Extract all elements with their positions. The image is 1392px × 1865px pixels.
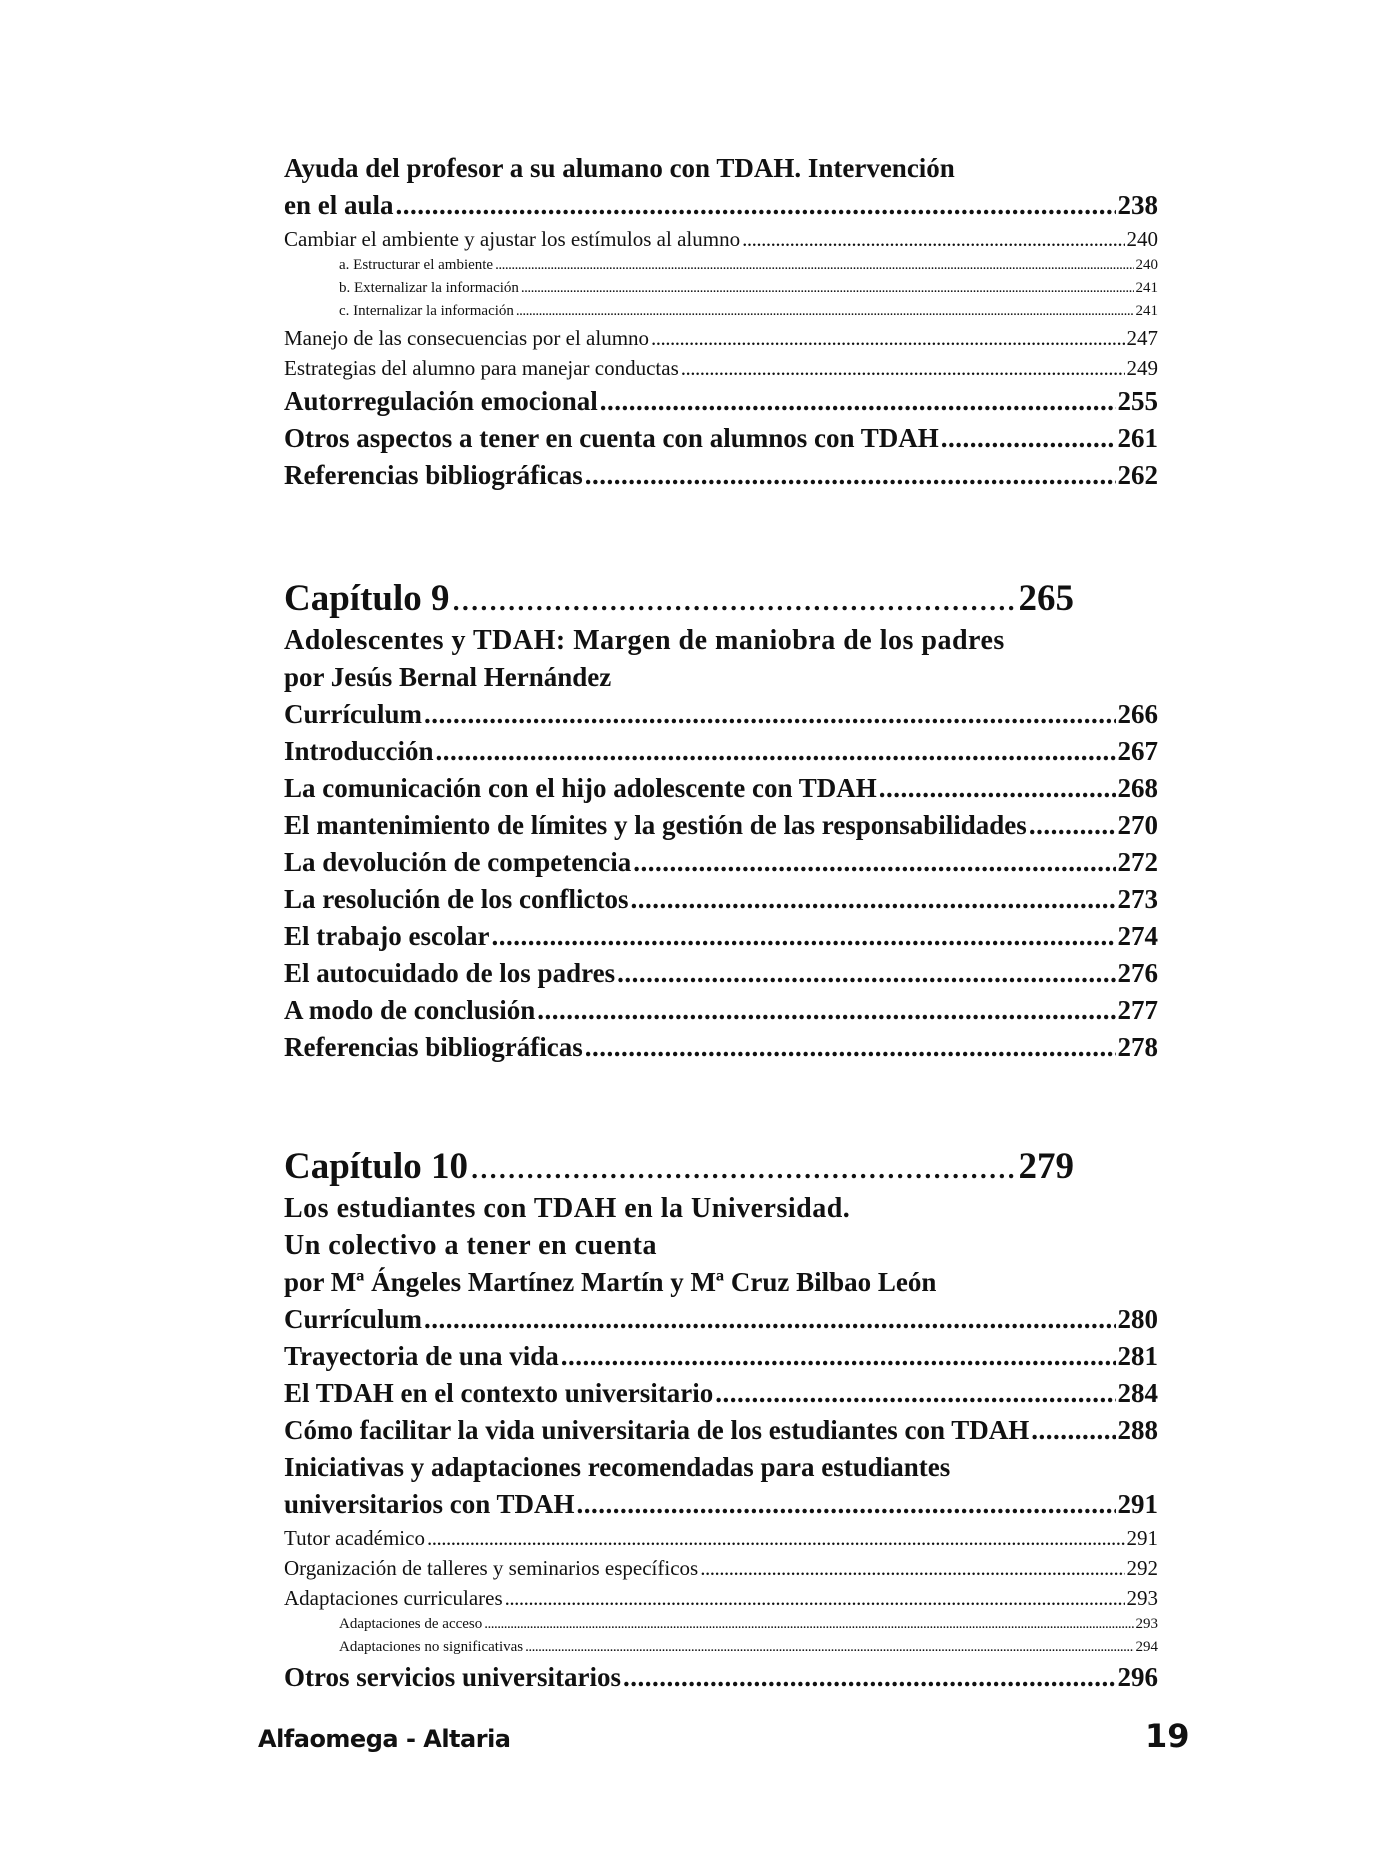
dot-leader (681, 353, 1125, 383)
toc-entry[interactable] (284, 457, 1158, 494)
toc-page-number: 276 (1117, 958, 1158, 988)
toc-page-number: 293 (1126, 1586, 1158, 1610)
toc-page-number: 270 (1117, 810, 1158, 840)
toc-entry[interactable] (284, 733, 1158, 770)
chapter10-minor-entries (284, 1523, 1158, 1613)
toc-entry[interactable] (284, 1553, 1158, 1583)
toc-page-number: 280 (1117, 1304, 1158, 1334)
toc-page-number: 288 (1117, 1415, 1158, 1445)
toc-entry[interactable] (284, 807, 1158, 844)
toc-page-number: 266 (1117, 699, 1158, 729)
toc-entry[interactable] (284, 187, 1158, 224)
toc-entry[interactable] (284, 918, 1158, 955)
toc-page-number: 293 (1135, 1616, 1158, 1632)
toc-entry-title: Referencias bibliográficas (284, 1032, 583, 1062)
toc-entry[interactable] (284, 770, 1158, 807)
toc-entry[interactable] (284, 1486, 1158, 1523)
toc-entry[interactable] (284, 1659, 1158, 1696)
dot-leader (424, 1301, 1116, 1338)
toc-entry[interactable] (284, 1583, 1158, 1613)
toc-entry-title: El mantenimiento de límites y la gestión de las responsabilidades (284, 810, 1027, 840)
toc-entry-title: El autocuidado de los padres (284, 958, 616, 988)
toc-entry-title: Adaptaciones curriculares (284, 1586, 503, 1610)
toc-entry-line: Ayuda del profesor a su alumano con TDAH. Intervención (284, 153, 955, 183)
toc-page-number: 262 (1117, 460, 1158, 490)
page-number: 19 (1145, 1717, 1190, 1755)
dot-leader (452, 576, 1017, 622)
toc-entry-title: El trabajo escolar (284, 921, 490, 951)
toc-subentry[interactable] (284, 1613, 1158, 1636)
dot-leader (1031, 1412, 1115, 1449)
toc-entry-title: Manejo de las consecuencias por el alumno (284, 326, 650, 350)
toc-entry-title: Estrategias del alumno para manejar conductas (284, 356, 679, 380)
toc-subentry[interactable] (284, 1636, 1158, 1659)
toc-entry[interactable] (284, 1523, 1158, 1553)
chapter-heading[interactable] (284, 576, 1074, 622)
toc-page-number: 296 (1117, 1662, 1158, 1692)
publisher-footer: Alfaomega - Altaria (258, 1725, 511, 1753)
toc-page-number: 240 (1126, 227, 1158, 251)
toc-page-number: 240 (1135, 257, 1158, 273)
toc-entry-title: a. Estructurar el ambiente (339, 257, 494, 273)
toc-entry-line: Iniciativas y adaptaciones recomendadas para estudiantes (284, 1452, 951, 1482)
toc-entry-title: Currículum (284, 1304, 422, 1334)
toc-entry-title: La comunicación con el hijo adolescente con TDAH (284, 773, 877, 803)
dot-leader (561, 1338, 1116, 1375)
toc-entry-title: La devolución de competencia (284, 847, 632, 877)
toc-entry[interactable] (284, 1301, 1158, 1338)
toc-entry-title: Adaptaciones de acceso (339, 1616, 483, 1632)
toc-entry-title: Tutor académico (284, 1526, 425, 1550)
table-of-contents (284, 150, 1158, 1696)
toc-subentry[interactable] (284, 277, 1158, 300)
dot-leader (491, 918, 1115, 955)
chapter-title: Capítulo 9 (284, 578, 450, 619)
toc-page-number: 272 (1117, 847, 1158, 877)
toc-entry-title: Referencias bibliográficas (284, 460, 583, 490)
toc-entry[interactable] (284, 224, 1158, 254)
dot-leader (521, 277, 1134, 300)
toc-entry-title: Trayectoria de una vida (284, 1341, 559, 1371)
toc-page-number: 294 (1135, 1639, 1158, 1655)
toc-entry-title: c. Internalizar la información (339, 303, 514, 319)
dot-leader (623, 1659, 1116, 1696)
chapter-author: por Mª Ángeles Martínez Martín y Mª Cruz Bilbao León (284, 1267, 937, 1297)
toc-entry-title: La resolución de los conflictos (284, 884, 629, 914)
dot-leader (941, 420, 1116, 457)
toc-entry-title: Otros aspectos a tener en cuenta con alumnos con TDAH (284, 423, 939, 453)
toc-entry[interactable] (284, 383, 1158, 420)
dot-leader (600, 383, 1116, 420)
dot-leader (424, 696, 1116, 733)
chapter9-entries (284, 696, 1158, 1066)
toc-page-number: 291 (1126, 1526, 1158, 1550)
toc-entry-title: El TDAH en el contexto universitario (284, 1378, 714, 1408)
dot-leader (585, 1029, 1116, 1066)
dot-leader (631, 881, 1116, 918)
toc-entry-title: b. Externalizar la información (339, 280, 519, 296)
toc-page-number: 292 (1126, 1556, 1158, 1580)
toc-entry-title: universitarios con TDAH (284, 1489, 575, 1519)
toc-entry-title: Cómo facilitar la vida universitaria de los estudiantes con TDAH (284, 1415, 1030, 1445)
toc-entry-title: Introducción (284, 736, 434, 766)
toc-entry[interactable] (284, 881, 1158, 918)
toc-entry[interactable] (284, 844, 1158, 881)
toc-page-number: 281 (1117, 1341, 1158, 1371)
toc-page-number: 241 (1135, 280, 1158, 296)
chapter-title: Capítulo 10 (284, 1146, 469, 1187)
toc-page-number: 255 (1117, 386, 1158, 416)
chapter-subtitle: Los estudiantes con TDAH en la Universidad. (284, 1193, 851, 1224)
dot-leader (633, 844, 1115, 881)
toc-page-number: 261 (1117, 423, 1158, 453)
chapter10-entries (284, 1301, 1158, 1449)
chapter-heading[interactable] (284, 1144, 1074, 1190)
dot-leader (495, 254, 1133, 277)
dot-leader (525, 1636, 1133, 1659)
toc-entry[interactable] (284, 323, 1158, 353)
toc-entry[interactable] (284, 1412, 1158, 1449)
dot-leader (516, 300, 1134, 323)
toc-page-number: 277 (1117, 995, 1158, 1025)
toc-entry-title: Otros servicios universitarios (284, 1662, 621, 1692)
chapter-author: por Jesús Bernal Hernández (284, 662, 612, 692)
toc-entry[interactable] (284, 353, 1158, 383)
toc-entry[interactable] (284, 1375, 1158, 1412)
toc-entry[interactable] (284, 955, 1158, 992)
dot-leader (396, 187, 1116, 224)
toc-subentry[interactable] (284, 254, 1158, 277)
toc-entry-title: Currículum (284, 699, 422, 729)
toc-entry[interactable] (284, 1338, 1158, 1375)
dot-leader (505, 1583, 1125, 1613)
toc-page-number: 238 (1117, 190, 1158, 220)
toc-page-number: 291 (1117, 1489, 1158, 1519)
dot-leader (427, 1523, 1125, 1553)
toc-page-number: 273 (1117, 884, 1158, 914)
dot-leader (436, 733, 1116, 770)
toc-page-number: 247 (1126, 326, 1158, 350)
toc-entry[interactable] (284, 992, 1158, 1029)
toc-page-number: 241 (1135, 303, 1158, 319)
toc-entry-title: en el aula (284, 190, 394, 220)
chapter-subtitle: Adolescentes y TDAH: Margen de maniobra de los padres (284, 625, 1005, 656)
chapter10-subentries (284, 1613, 1158, 1659)
toc-page-number: 249 (1126, 356, 1158, 380)
dot-leader (1029, 807, 1116, 844)
dot-leader (715, 1375, 1115, 1412)
toc-subentry[interactable] (284, 300, 1158, 323)
chapter-page-number: 279 (1018, 1146, 1074, 1187)
toc-entry-title: A modo de conclusión (284, 995, 536, 1025)
dot-leader (484, 1613, 1133, 1636)
dot-leader (577, 1486, 1116, 1523)
toc-entry[interactable] (284, 420, 1158, 457)
dot-leader (537, 992, 1115, 1029)
dot-leader (470, 1144, 1016, 1190)
dot-leader (879, 770, 1116, 807)
toc-page-number: 278 (1117, 1032, 1158, 1062)
toc-entry[interactable] (284, 696, 1158, 733)
dot-leader (585, 457, 1116, 494)
toc-entry-title: Organización de talleres y seminarios específicos (284, 1556, 699, 1580)
toc-page-number: 284 (1117, 1378, 1158, 1408)
dot-leader (700, 1553, 1124, 1583)
toc-page-number: 268 (1117, 773, 1158, 803)
toc-entry-title: Autorregulación emocional (284, 386, 598, 416)
dot-leader (617, 955, 1115, 992)
toc-entry-title: Adaptaciones no significativas (339, 1639, 524, 1655)
chapter-subtitle: Un colectivo a tener en cuenta (284, 1230, 657, 1261)
toc-page-number: 267 (1117, 736, 1158, 766)
toc-entry[interactable] (284, 1029, 1158, 1066)
dot-leader (651, 323, 1124, 353)
dot-leader (742, 224, 1124, 254)
chapter-page-number: 265 (1018, 578, 1074, 619)
toc-page-number: 274 (1117, 921, 1158, 951)
toc-entry-title: Cambiar el ambiente y ajustar los estímulos al alumno (284, 227, 741, 251)
